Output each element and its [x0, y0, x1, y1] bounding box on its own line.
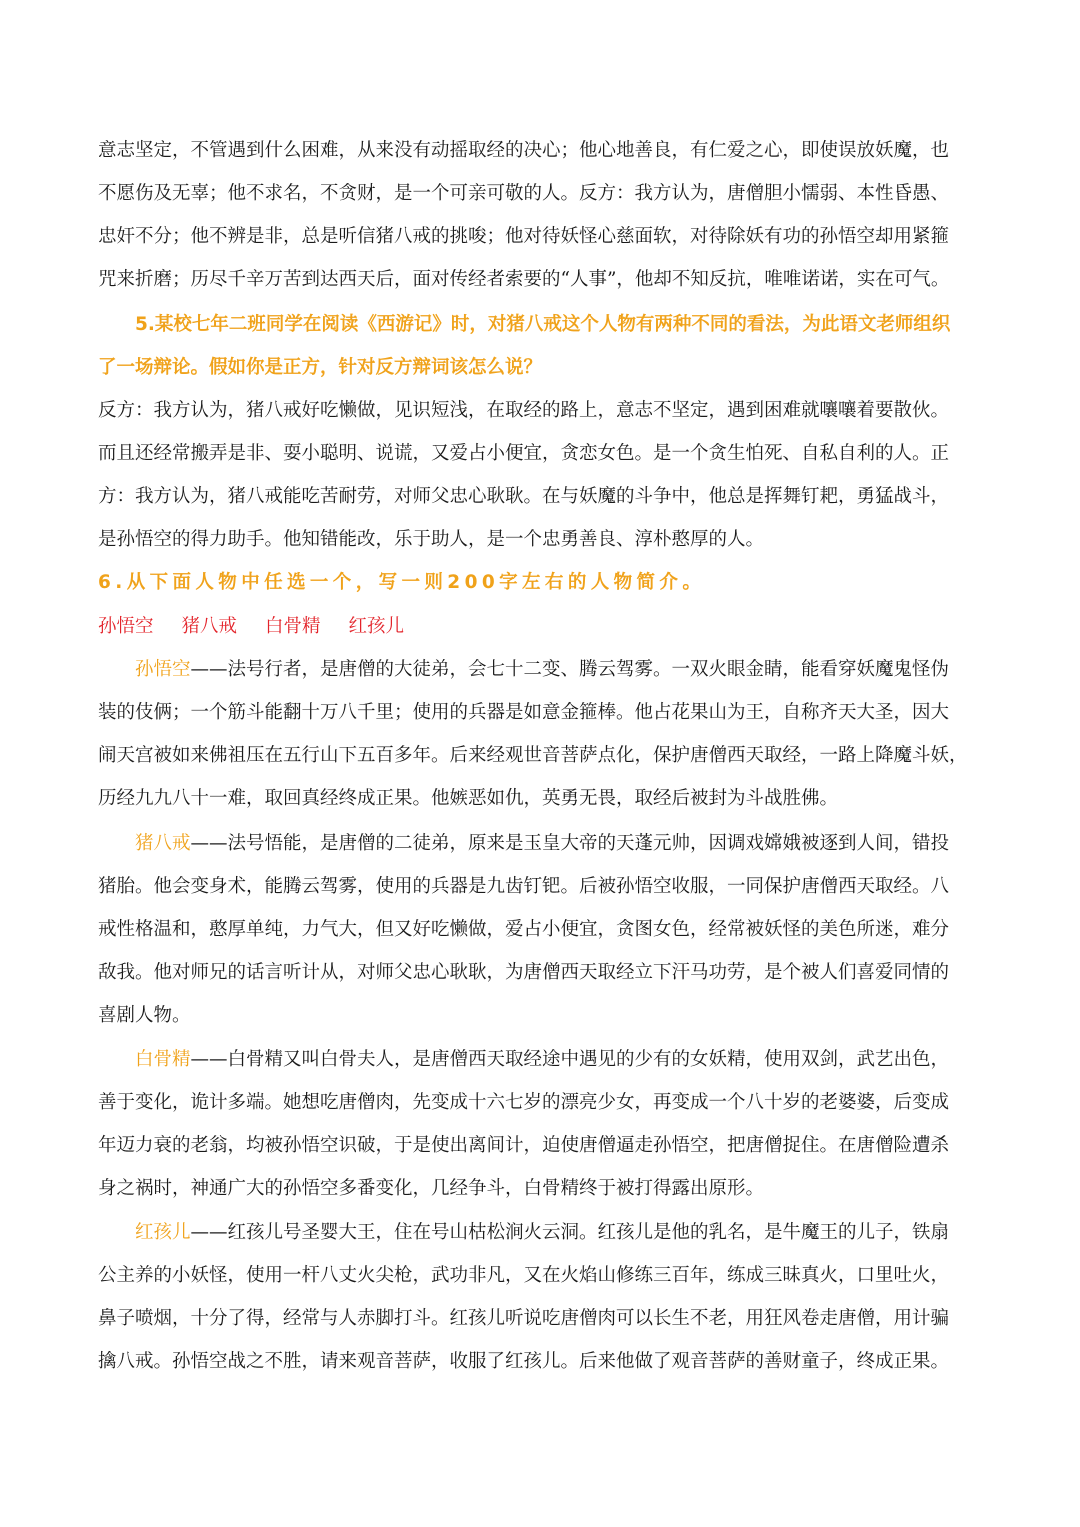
profile-hong-hai-er-line — [135, 1218, 949, 1248]
profile-name: 红孩儿 — [135, 1222, 191, 1243]
profile-zhu-bajie-line — [135, 829, 949, 859]
paragraph-line: 咒来折磨；历尽千辛万苦到达西天后，面对传经者索要的“人事”，他却不知反抗，唯唯诺诺，实在可气。 — [98, 269, 950, 290]
profile-line: 戒性格温和，憨厚单纯，力气大，但又好吃懒做，爱占小便宜，贪图女色，经常被妖怪的美色所迷，难分 — [98, 919, 950, 940]
profile-line: 敌我。他对师兄的话言听计从，对师父忠心耿耿，为唐僧西天取经立下汗马功劳，是个被人们喜爱同情的 — [98, 962, 950, 983]
profile-sun-wukong-line — [135, 655, 949, 685]
profile-line: 喜剧人物。 — [98, 1005, 191, 1026]
character-name: 猪八戒 — [181, 616, 238, 637]
character-name-list — [98, 612, 432, 642]
answer-5-line: 是孙悟空的得力助手。他知错能改，乐于助人，是一个忠勇善良、淳朴憨厚的人。 — [98, 529, 765, 550]
answer-5-line: 反方：我方认为，猪八戒好吃懒做，见识短浅，在取经的路上，意志不坚定，遇到困难就嚷嚷着要散伙。 — [98, 400, 950, 421]
question-6: 6.从下面人物中任选一个，写一则200字左右的人物简介。 — [98, 572, 706, 593]
answer-5-line: 而且还经常搬弄是非、耍小聪明、说谎，又爱占小便宜，贪恋女色。是一个贪生怕死、自私自利的人。正 — [98, 443, 950, 464]
profile-line: 善于变化，诡计多端。她想吃唐僧肉，先变成十六七岁的漂亮少女，再变成一个八十岁的老婆婆，后变成 — [98, 1092, 950, 1113]
profile-name: 孙悟空 — [135, 659, 191, 680]
profile-line: 年迈力衰的老翁，均被孙悟空识破，于是使出离间计，迫使唐僧逼走孙悟空，把唐僧捉住。在唐僧险遭杀 — [98, 1135, 950, 1156]
character-name: 孙悟空 — [98, 616, 154, 637]
profile-text: ——红孩儿号圣婴大王，住在号山枯松涧火云洞。红孩儿是他的乳名，是牛魔王的儿子，铁扇 — [190, 1222, 950, 1243]
profile-line: 鼻子喷烟，十分了得，经常与人赤脚打斗。红孩儿听说吃唐僧肉可以长生不老，用狂风卷走唐僧，用计骗 — [98, 1308, 950, 1329]
question-5-line: 了一场辩论。假如你是正方，针对反方辩词该怎么说？ — [98, 357, 543, 378]
profile-line: 历经九九八十一难，取回真经终成正果。他嫉恶如仇，英勇无畏，取经后被封为斗战胜佛。 — [98, 788, 839, 809]
paragraph-line: 忠奸不分；他不辨是非，总是听信猪八戒的挑唆；他对待妖怪心慈面软，对待除妖有功的孙悟空却用紧箍 — [98, 226, 950, 247]
profile-line: 猪胎。他会变身术，能腾云驾雾，使用的兵器是九齿钉钯。后被孙悟空收服，一同保护唐僧西天取经。八 — [98, 876, 950, 897]
profile-text: ——白骨精又叫白骨夫人，是唐僧西天取经途中遇见的少有的女妖精，使用双剑，武艺出色， — [190, 1049, 950, 1070]
profile-line: 闹天宫被如来佛祖压在五行山下五百多年。后来经观世音菩萨点化，保护唐僧西天取经，一路上降魔斗妖， — [98, 745, 968, 766]
profile-line: 装的伎俩；一个筋斗能翻十万八千里；使用的兵器是如意金箍棒。他占花果山为王，自称齐天大圣，因大 — [98, 702, 950, 723]
answer-5-line: 方：我方认为，猪八戒能吃苦耐劳，对师父忠心耿耿。在与妖魔的斗争中，他总是挥舞钉耙，勇猛战斗， — [98, 486, 950, 507]
profile-text: ——法号悟能，是唐僧的二徒弟，原来是玉皇大帝的天蓬元帅，因调戏嫦娥被逐到人间，错投 — [190, 833, 950, 854]
profile-name: 猪八戒 — [135, 833, 191, 854]
character-name: 白骨精 — [265, 616, 321, 637]
profile-name: 白骨精 — [135, 1049, 191, 1070]
profile-line: 身之祸时，神通广大的孙悟空多番变化，几经争斗，白骨精终于被打得露出原形。 — [98, 1178, 765, 1199]
question-5-line: 5.某校七年二班同学在阅读《西游记》时，对猪八戒这个人物有两种不同的看法，为此语文老师组织 — [135, 314, 951, 335]
paragraph-line: 意志坚定，不管遇到什么困难，从来没有动摇取经的决心；他心地善良，有仁爱之心，即使误放妖魔，也 — [98, 140, 950, 161]
paragraph-line: 不愿伤及无辜；他不求名，不贪财，是一个可亲可敬的人。反方：我方认为，唐僧胆小懦弱、本性昏愚、 — [98, 183, 950, 204]
character-name: 红孩儿 — [348, 616, 405, 637]
profile-text: ——法号行者，是唐僧的大徒弟，会七十二变、腾云驾雾。一双火眼金睛，能看穿妖魔鬼怪伪 — [190, 659, 950, 680]
profile-line: 公主养的小妖怪，使用一杆八丈火尖枪，武功非凡，又在火焰山修练三百年，练成三昧真火，口里吐火， — [98, 1265, 950, 1286]
profile-bai-gu-jing-line — [135, 1045, 949, 1075]
profile-line: 擒八戒。孙悟空战之不胜，请来观音菩萨，收服了红孩儿。后来他做了观音菩萨的善财童子，终成正果。 — [98, 1351, 950, 1372]
